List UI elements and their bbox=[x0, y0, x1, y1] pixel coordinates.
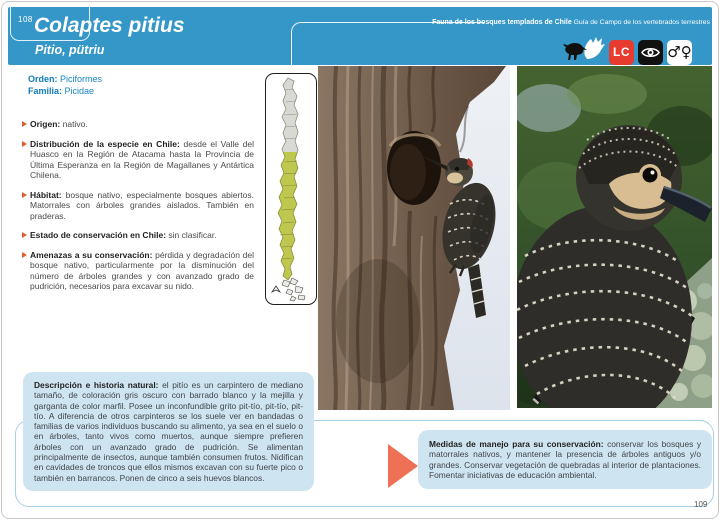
management-box bbox=[418, 430, 712, 489]
family-label: Familia: bbox=[28, 86, 63, 96]
management-arrow-icon bbox=[388, 444, 418, 488]
series-title bbox=[432, 19, 710, 26]
description-box bbox=[23, 372, 314, 491]
species-common-names: Pitio, pütriu bbox=[35, 43, 105, 57]
woodpecker-closeup-photo bbox=[517, 66, 712, 408]
section-label: Estado de conservación en Chile: bbox=[30, 230, 167, 240]
map-north-arrow bbox=[272, 286, 280, 292]
section-text: sin clasificar. bbox=[168, 230, 217, 240]
section-label: Amenazas a su conservación: bbox=[30, 249, 153, 260]
section-distribution bbox=[22, 139, 254, 181]
bird-hand-icon bbox=[563, 36, 605, 65]
right-page-number: 109 bbox=[694, 500, 708, 509]
series-title-regular: Guía de Campo de los vertebrados terrestres bbox=[571, 19, 710, 26]
gender-icon: ♂♀ bbox=[667, 40, 692, 65]
order-label: Orden: bbox=[28, 74, 58, 84]
order-value: Piciformes bbox=[60, 74, 103, 84]
chile-distribution-map bbox=[265, 73, 317, 305]
order-row bbox=[28, 73, 254, 85]
eye-icon bbox=[638, 40, 663, 65]
section-threats bbox=[22, 250, 254, 292]
section-text: desde el Valle del Huasco en la Región de Atacama hasta la Provincia de Última Esperanza en la Región de Magallanes y Antártica Chilena. bbox=[30, 138, 254, 180]
taxonomy-block bbox=[28, 73, 254, 97]
page-header bbox=[8, 7, 712, 65]
species-info-sections bbox=[22, 119, 254, 292]
section-origin bbox=[22, 119, 254, 130]
section-habitat bbox=[22, 190, 254, 222]
series-title-bold: Fauna de los bosques templados de Chile bbox=[432, 19, 572, 26]
header-corner-line bbox=[291, 22, 485, 65]
section-text: nativo. bbox=[62, 119, 88, 129]
management-label: Medidas de manejo para su conservación: bbox=[429, 439, 604, 449]
family-value: Picidae bbox=[64, 86, 95, 96]
section-conservation-status bbox=[22, 230, 254, 241]
species-scientific-name: Colaptes pitius bbox=[34, 14, 185, 37]
lc-status-badge: LC bbox=[609, 40, 634, 65]
woodpecker-trunk-photo bbox=[318, 66, 510, 410]
description-label: Descripción e historia natural: bbox=[34, 380, 159, 390]
left-column bbox=[22, 73, 254, 301]
description-text: el pitío es un carpintero de mediano tamaño, de coloración gris oscuro con barrado blanco y la mejilla y garganta de color marfil. Posee un inconfundible grito pit-tío, pit-tío, pit-tío. A diferencia de otros carpinteros se los suele ver en bandadas o familias de varios individuos buscando su alimento, ya sea en el suelo o en árboles, tanto vivos como muertos, aunque siempre prefieren árboles con un avanzado grado de pudrición. Se alimentan principalmente de insectos, aunque también consumen frutos. Nidifican en cavidades de troncos que ellos mismos excavan con su fuerte pico o también en barrancos. Ponen de cinco a seis huevos blancos. bbox=[34, 380, 303, 483]
header-badges bbox=[563, 36, 692, 65]
section-text: bosque nativo, especialmente bosques abiertos. Matorrales con árboles grandes aislados. También en praderas. bbox=[30, 189, 254, 221]
family-row bbox=[28, 85, 254, 97]
management-text: conservar los bosques y matorrales nativos, y mantener la presencia de árboles antiguos y/o grandes. Conservar vegetación de quebradas al interior de plantaciones. Fomentar iniciativas de educación ambiental. bbox=[429, 439, 702, 480]
section-label: Origen: bbox=[30, 119, 61, 129]
section-text: pérdida y degradación del bosque nativo, particularmente por la disminución del número de árboles grandes y con avanzado grado de pudrición, necesarios para excavar su nido. bbox=[30, 249, 254, 291]
section-label: Hábitat: bbox=[30, 189, 62, 200]
left-page-number: 108 bbox=[18, 15, 33, 24]
section-label: Distribución de la especie en Chile: bbox=[30, 138, 180, 149]
